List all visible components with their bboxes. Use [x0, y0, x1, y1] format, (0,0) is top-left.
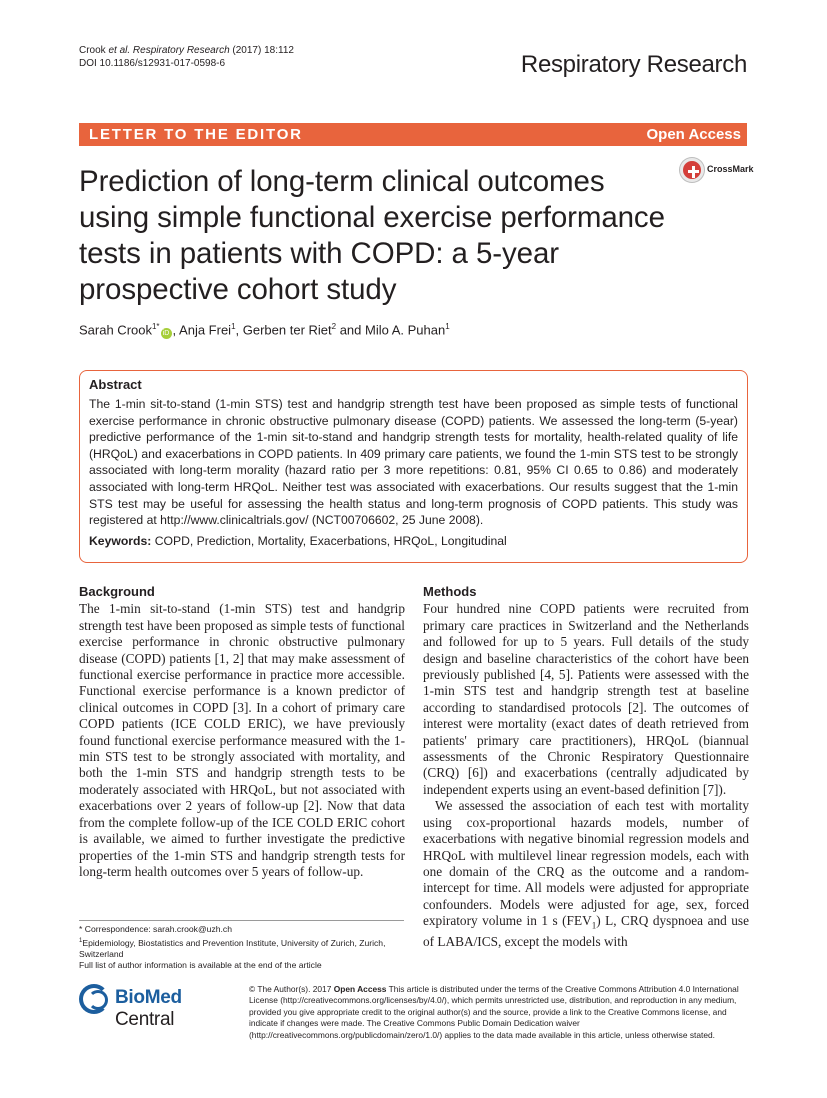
- author-name[interactable]: and Milo A. Puhan: [336, 322, 446, 338]
- crossmark-label: CrossMark: [707, 164, 754, 174]
- footnotes: [79, 924, 404, 972]
- biomed-central-logo[interactable]: [79, 984, 239, 1030]
- citation-line: [79, 44, 294, 57]
- keywords-label: Keywords:: [89, 533, 152, 548]
- abstract-text: The 1-min sit-to-stand (1-min STS) test and handgrip strength test have been proposed as simple tests of functional exercise performance in chronic obstructive pulmonary disease (COPD) patients. We assessed the long-term (5-year) predictive performance of the 1-min sit-to-stand and handgrip strength tests for mortality, health-related quality of life (HRQoL) and exacerbations in COPD patients. In 409 primary care patients, we found the 1-min STS test to be strongly associated with long-term morality (hazard ratio per 3 more repetitions: 0.81, 95% CI 0.65 to 0.86) and moderately associated with long-term HRQoL. Neither test was associated with exacerbations. Our results suggest that the 1-min STS test may be useful for assessing the health status and long-term prognosis of COPD patients. This study was registered at http://www.clinicaltrials.gov/ (NCT00706602, 25 June 2008).: [89, 397, 738, 528]
- correspondence[interactable]: * Correspondence: sarah.crook@uzh.ch: [79, 924, 232, 934]
- affiliation-text: Epidemiology, Biostatistics and Prevention Institute, University of Zurich, Zurich, Switzerland: [79, 937, 386, 959]
- author-list: [79, 322, 450, 339]
- author-name[interactable]: , Gerben ter Riet: [235, 322, 332, 338]
- left-column: [79, 584, 405, 880]
- background-paragraph: The 1-min sit-to-stand (1-min STS) test and handgrip strength test have been proposed as simple tests of functional exercise performance in chronic obstructive pulmonary disease (COPD) patients [1, 2] that may make assessment of functional exercise performance in practice more accessible. Functional exercise performance is a known predictor of clinical outcomes in COPD [3]. In a cohort of primary care COPD patients (ICE COLD ERIC), we have previously found functional exercise performance measured with the 1-min STS test to be strongly associated with mortality, and both the 1-min STS and handgrip strength tests to be moderately associated with HRQoL, but not associated with exacerbations over 2 years of follow-up [2]. Now that data from the complete follow-up of the ICE COLD ERIC cohort is available, we aimed to further investigate the predictive properties of the 1-min STS and handgrip strength tests for long-term health outcomes over 5 years of follow-up.: [79, 601, 405, 879]
- author-name[interactable]: , Anja Frei: [172, 322, 232, 338]
- citation-journal: Respiratory Research: [132, 45, 230, 56]
- biomed-central-wordmark: BioMed Central: [115, 987, 182, 1030]
- orcid-icon[interactable]: iD: [161, 328, 172, 339]
- doi[interactable]: DOI 10.1186/s12931-017-0598-6: [79, 58, 226, 69]
- author-affiliation-marker: 2: [331, 322, 337, 331]
- abstract-heading: Abstract: [89, 377, 142, 392]
- affiliation-marker: 1: [79, 937, 83, 944]
- keywords-list: COPD, Prediction, Mortality, Exacerbations, HRQoL, Longitudinal: [151, 533, 507, 548]
- background-heading: Background: [79, 584, 155, 599]
- article-type-banner: [79, 123, 747, 146]
- methods-paragraph-2: [423, 798, 749, 950]
- author-affiliation-marker: 1: [445, 322, 450, 331]
- open-access-bold: Open Access: [333, 984, 387, 994]
- journal-name[interactable]: Respiratory Research: [520, 51, 747, 78]
- article-title: Prediction of long-term clinical outcomes using simple functional exercise performance tests in patients with COPD: a 5-year prospective cohort study: [79, 165, 665, 306]
- author-info-note: Full list of author information is available at the end of the article: [79, 960, 322, 971]
- license-body: This article is distributed under the terms of the Creative Commons Attribution 4.0 International License (http://creativecommons.org/licenses/by/4.0/), which permits unrestricted use, distribution, and reproduction in any medium, provided you give appropriate credit to the original author(s) and the source, provide a link to the Creative Commons license, and indicate if changes were made. The Creative Commons Public Domain Dedication waiver (http://creativecommons.org/publicdomain/zero/1.0/) applies to the data made available in this article, unless otherwise stated.: [249, 984, 739, 1040]
- methods-paragraph-1: Four hundred nine COPD patients were recruited from primary care practices in Switzerland and the Netherlands and followed for up to 5 years. Full details of the study design and baseline characteristics of the cohort have been previously published [4, 5]. Patients were assessed with the 1-min STS test and handgrip strength test at baseline according to standardised protocols [2]. The outcomes of interest were mortality (exact dates of death retrieved from patients' primary care practitioners), HRQoL (biannual assessments of the Chronic Respiratory Questionnaire (CRQ) [6]) and exacerbations (centrally adjudicated by independent experts using an event-based definition [7]).: [423, 601, 749, 797]
- open-access-label[interactable]: Open Access: [646, 126, 741, 143]
- crossmark-icon: [680, 158, 704, 182]
- author-name[interactable]: Sarah Crook: [79, 322, 152, 338]
- crossmark-badge[interactable]: [680, 157, 754, 187]
- article-type-label: LETTER TO THE EDITOR: [89, 126, 303, 143]
- methods-text: We assessed the association of each test with mortality using cox-proportional hazards models, number of exacerbations with negative binomial regression models and HRQoL with multilevel linear regression models, each with one domain of the CRQ as the outcome and a random-intercept for time. All models were adjusted for appropriate confounders. Models were adjusted for age, sex, forced expiratory volume in 1 s (FEV: [423, 798, 749, 929]
- abstract-box: [79, 370, 748, 563]
- citation-block: [79, 44, 294, 70]
- copyright: © The Author(s). 2017: [249, 984, 334, 994]
- affiliation: [79, 936, 404, 961]
- author-affiliation-marker: 1: [231, 322, 236, 331]
- citation-etal: et al.: [108, 45, 131, 56]
- fev-subscript: 1: [591, 920, 597, 931]
- author-affiliation-marker: 1*: [151, 322, 160, 331]
- right-column: [423, 584, 749, 951]
- citation-authors: Crook: [79, 45, 109, 56]
- license-text: [249, 984, 748, 1041]
- methods-heading: Methods: [423, 584, 477, 599]
- citation-volume: (2017) 18:112: [229, 45, 294, 56]
- keywords: [89, 534, 738, 548]
- methods-text-cont: ) L, CRQ dyspnoea and use of LABA/ICS, except the models with: [423, 913, 749, 950]
- footnote-divider: [79, 920, 404, 921]
